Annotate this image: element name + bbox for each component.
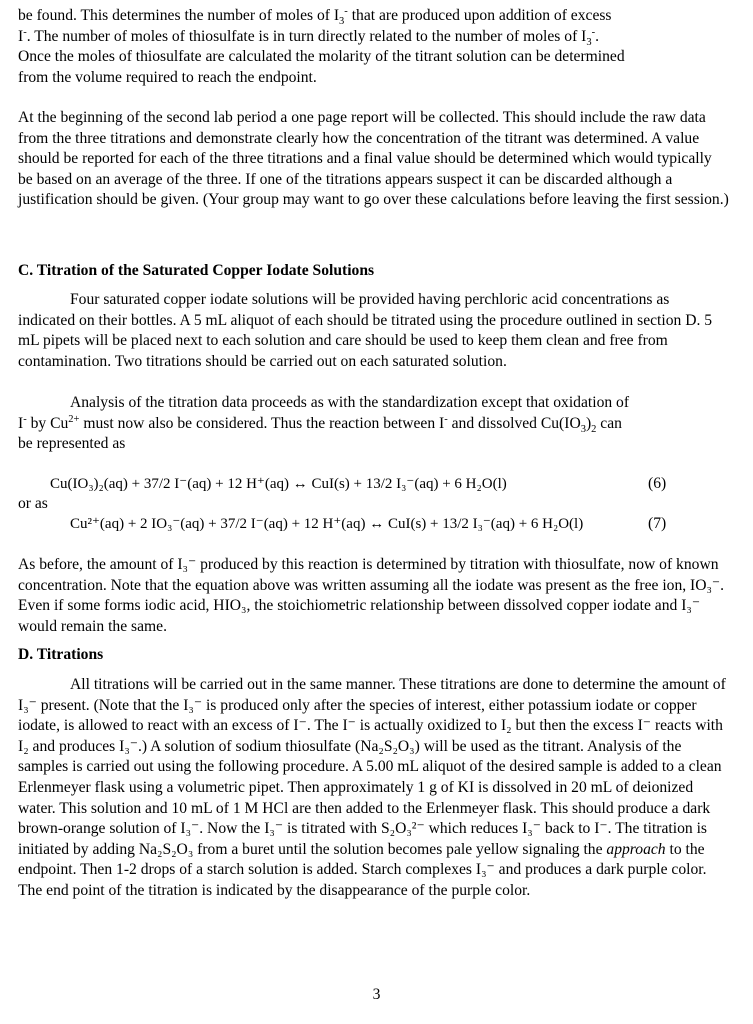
section-d-heading: D. Titrations — [18, 646, 104, 663]
equation-7-number: (7) — [648, 515, 667, 532]
section-d-text-a: All titrations will be carried out in the same manner. These titrations are done to determine the amount of I₃⁻ present. (Note that the I₃⁻ is produced only after the species of interest, either potassium iodate or copper iodate, is allowed to react with an excess of I⁻. The I⁻ is actually oxidized to I₂ but then the excess I⁻ reacts with I₂ and produces I₃⁻.) A solution of sodium thiosulfate (Na₂S₂O₃) will be used as the titrant. Analysis of the samples is carried out using the following procedure. A 5.00 mL aliquot of the desired sample is added to a clean Erlenmeyer flask using a volumetric pipet. Then approximately 1 g of KI is dissolved in 20 mL of deionized water. This solution and 10 mL of 1 M HCl are then added to the Erlenmeyer flask. This should produce a dark brown-orange solution of I₃⁻. Now the I₃⁻ is titrated with S₂O₃²⁻ which reduces I₃⁻ back to I⁻. The titration is initiated by adding Na₂S₂O₃ from a buret until the solution becomes pale yellow signaling the — [18, 676, 726, 858]
equation-7: Cu²⁺(aq) + 2 IO₃⁻(aq) + 37/2 I⁻(aq) + 12 H⁺(aq) ↔ CuI(s) + 13/2 I₃⁻(aq) + 6 H₂O(l) — [70, 516, 584, 532]
intro-line-1b: that are produced upon addition of excess — [347, 7, 612, 24]
section-c-p2-part-2: must now also be considered. Thus the reaction between I — [79, 414, 445, 432]
intro-line-2a: . The number of moles of thiosulfate is in turn directly related to the number of moles of I — [26, 27, 587, 45]
section-d-text-b: to the endpoint. Then 1-2 drops of a starch solution is added. Starch complexes I₃⁻ and produces a dark purple color. The end point of the titration is indicated by the disappearance of the purple color. — [18, 840, 707, 899]
equation-6-number: (6) — [648, 475, 667, 492]
intro-paragraph: be found. This determines the number of moles of $I_3^-$ that are produced upon addition of excess I-. The number of moles of thiosulfate is in turn directly related to the number of moles of $I_3^-$. Once the moles of thiosulfate are calculated the molarity of the titrant solution can be determined from the volume required to reach the endpoint. — [18, 5, 625, 86]
intro-line-4: from the volume required to reach the endpoint. — [18, 68, 317, 86]
section-c-p2-part-1: by Cu — [26, 414, 69, 432]
report-paragraph: At the beginning of the second lab period a one page report will be collected. This should include the raw data from the three titrations and demonstrate clearly how the concentration of the titrant was determined. A value should be reported for each of the three titrations and a final value should be determined which would typically be based on an average of the three. If one of the titrations appears suspect it can be discarded although a justification should be given. (Your group may want to go over these calculations before leaving the first session.) — [18, 109, 729, 209]
intro-line-1a: be found. This determines the number of moles of I — [18, 7, 340, 24]
section-c-heading: C. Titration of the Saturated Copper Iodate Solutions — [18, 262, 375, 279]
section-d-emphasis: approach — [606, 840, 666, 858]
or-as-label: or as — [18, 495, 48, 512]
page-number: 3 — [372, 986, 381, 1003]
as-before-paragraph: As before, the amount of I₃⁻ produced by this reaction is determined by titration with thiosulfate, now of known concentration. Note that the equation above was written assuming all the iodate was present as the free ion, IO₃⁻. Even if some forms iodic acid, HIO₃, the stoichiometric relationship between dissolved copper iodate and I₃⁻ would remain the same. — [18, 556, 725, 635]
section-c-p2-part-3: and dissolved Cu(IO — [447, 414, 581, 432]
intro-line-2b: . — [595, 27, 600, 45]
section-c-paragraph-2: Analysis of the titration data proceeds as with the standardization except that oxidation of I- by $Cu^{2+}$ must now also be considered. Thus the reaction between I- and dissolved $Cu(IO_3)_2$ can be represented as — [18, 394, 630, 453]
section-c-p2-part-4: can — [596, 414, 622, 432]
equation-6: Cu(IO₃)₂(aq) + 37/2 I⁻(aq) + 12 H⁺(aq) ↔ CuI(s) + 13/2 I₃⁻(aq) + 6 H₂O(l) — [50, 476, 507, 492]
section-c-p2-line-1: Analysis of the titration data proceeds as with the standardization except that oxidation of — [70, 394, 630, 411]
section-c-p2-line-3: be represented as — [18, 435, 126, 453]
section-c-paragraph-1-text: Four saturated copper iodate solutions will be provided having perchloric acid concentrations as indicated on their bottles. A 5 mL aliquot of each should be titrated using the procedure outlined in section D. 5 mL pipets will be placed next to each solution and care should be used to keep them clean and free from contamination. Two titrations should be carried out on each saturated solution. — [18, 291, 713, 370]
section-d-paragraph — [18, 675, 730, 902]
intro-line-3: Once the moles of thiosulfate are calculated the molarity of the titrant solution can be determined — [18, 48, 625, 66]
